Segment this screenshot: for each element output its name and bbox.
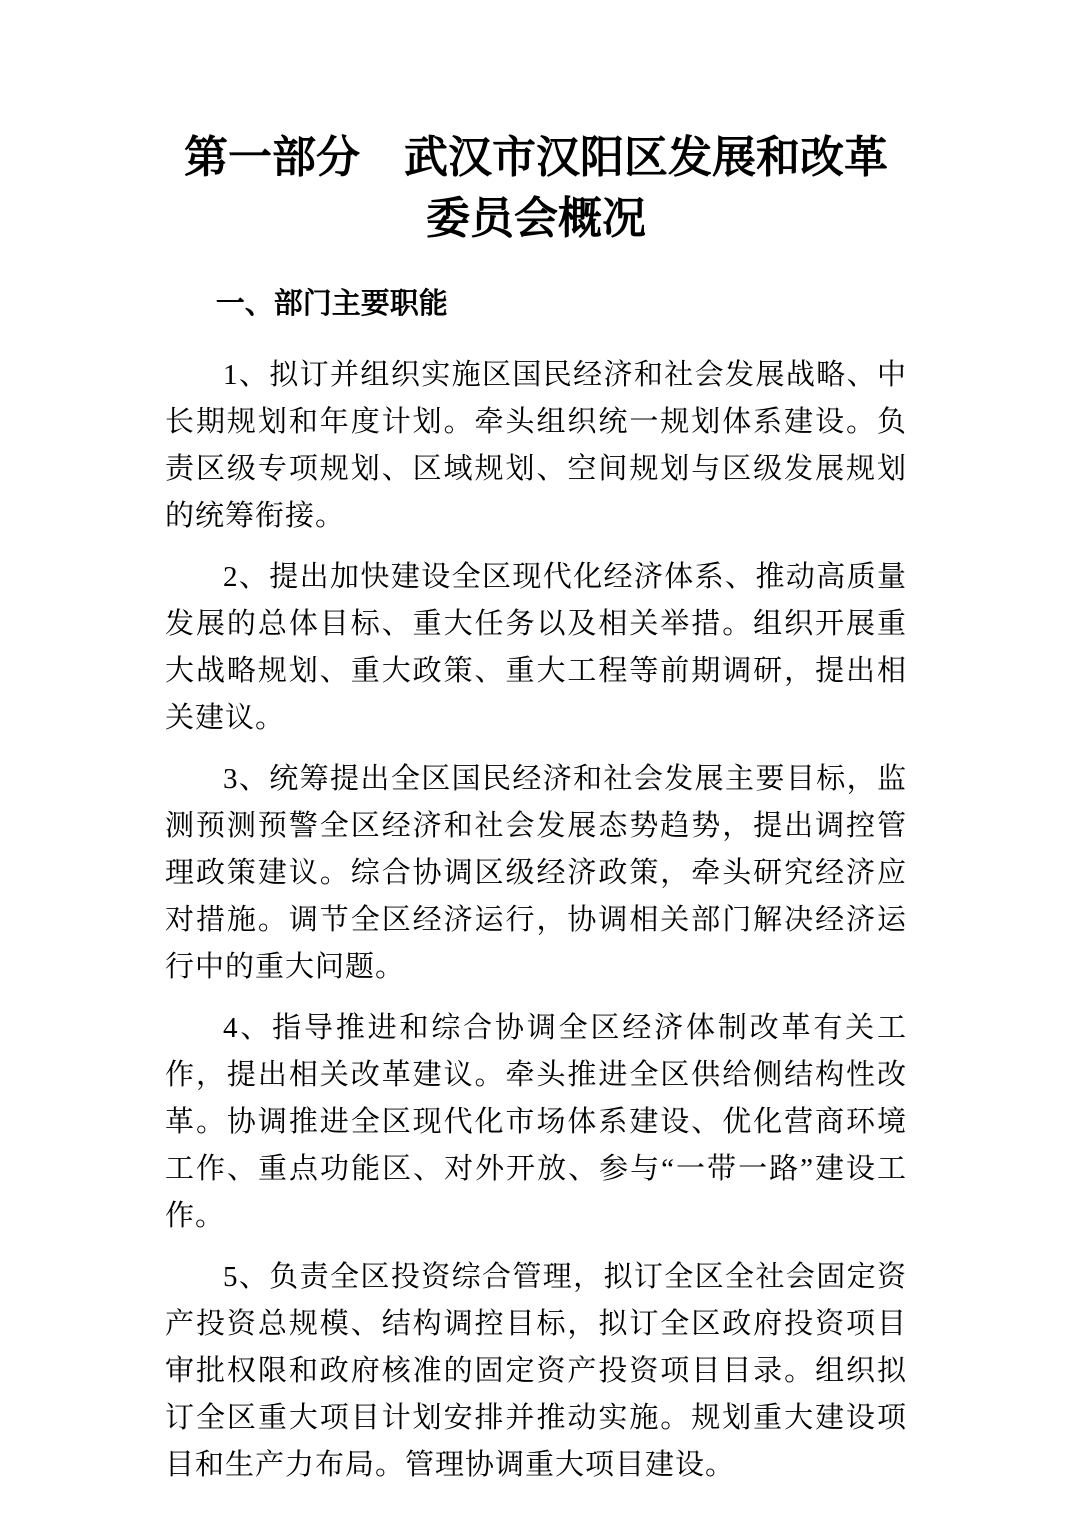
paragraph-5: 5、负责全区投资综合管理，拟订全区全社会固定资产投资总规模、结构调控目标，拟订全区政府投资项目审批权限和政府核准的固定资产投资项目目录。组织拟订全区重大项目计划安排并推动实施。规划重大建设项目和生产力布局。管理协调重大项目建设。 [165, 1261, 907, 1482]
paragraph-3: 3、统筹提出全区国民经济和社会发展主要目标，监测预测预警全区经济和社会发展态势趋势，提出调控管理政策建议。综合协调区级经济政策，牵头研究经济应对措施。调节全区经济运行，协调相关部门解决经济运行中的重大问题。 [165, 763, 907, 984]
paragraph-2: 2、提出加快建设全区现代化经济体系、推动高质量发展的总体目标、重大任务以及相关举措。组织开展重大战略规划、重大政策、重大工程等前期调研，提出相关建议。 [165, 561, 907, 735]
section-heading: 一、部门主要职能 [215, 288, 448, 321]
paragraph-1: 1、拟订并组织实施区国民经济和社会发展战略、中长期规划和年度计划。牵头组织统一规划体系建设。负责区级专项规划、区域规划、空间规划与区级发展规划的统筹衔接。 [165, 359, 907, 533]
document-title: 第一部分 武汉市汉阳区发展和改革委员会概况 [184, 133, 888, 243]
paragraph-4: 4、指导推进和综合协调全区经济体制改革有关工作，提出相关改革建议。牵头推进全区供给侧结构性改革。协调推进全区现代化市场体系建设、优化营商环境工作、重点功能区、对外开放、参与“一带一路”建设工作。 [165, 1012, 907, 1233]
